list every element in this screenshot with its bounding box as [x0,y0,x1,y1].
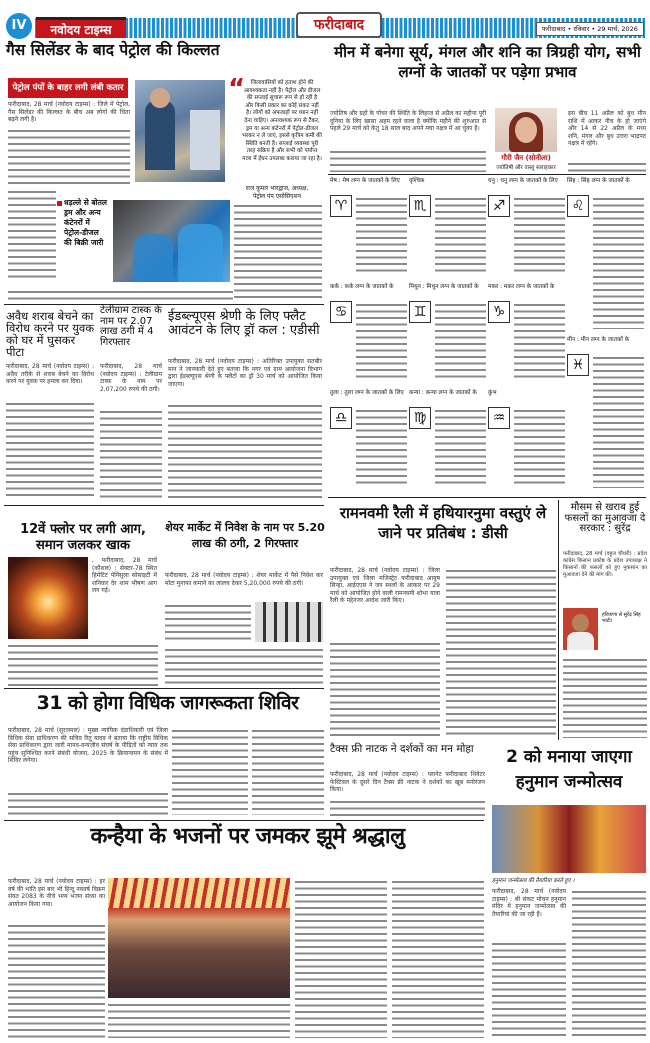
story-body-text [165,646,323,686]
horoscope-body-text [330,148,486,172]
sign-body-text [356,301,407,382]
bottles-photo [113,200,230,282]
zodiac-icon: ♎ [330,407,352,429]
story-intro: फरीदाबाद, 28 मार्च (सुरजमल) : मुख्य न्यायिक दंडाधिकारी एवं जिला विधिक सेवा प्राधिकरण की सचिव रितु यादव ने बताया कि राष्ट्रीय विधिक सेवा प्राधिकरण द्वारा जारी मानव-वन्यजीव संघर्ष के पीड़ितों को न्याय तक पहुंच सुनिश्चित करने संबंधी योजना, 2025 के क्रियान्वयन के संबंध में शिविर लगेगा। [8,727,168,764]
zodiac-icon: ♊ [409,301,431,323]
story-intro: फरीदाबाद, 28 मार्च (नवोदय टाइम्स) : जिला उपायुक्त एवं जिला मजिस्ट्रेट फरीदाबाद आयुष सिन्हा, आईएएस ने जन स्थलों के आकार पर 29 मार्च को आयोजित होने वाली रामनवमी शोभा यात्रा रैली के मद्देनजर आदेश जारी किए। [330,567,440,604]
zodiac-icon: ♌ [567,195,589,217]
story-intro: फरीदाबाद, 28 मार्च (नवोदय टाइम्स) : अतिरिक्त उपायुक्त सतबीर मान ने जानकारी देते हुए बताया कि नगर एवं ग्राम आयोजना विभाग द्वारा ईडब्ल्यूएस श्रेणी के फ्लैटों का ड्रॉ 30 मार्च को आयोजित किया जाएगा। [168,358,322,388]
sign-body-text [514,195,565,276]
masthead [0,0,650,40]
section-badge: फरीदाबाद [296,12,382,38]
sign-body-text [593,195,644,329]
story-body-text [8,642,158,687]
lead-intro: फरीदाबाद, 28 मार्च (नवोदय टाइम्स) : जिले में पेट्रोल, गैस सिलेंडर की किल्लत के बीच अब लोगों की चिंता बढ़ने लगी है। [8,101,130,123]
story-body-text [252,727,324,815]
sign-body-text [435,195,486,276]
sign-label: धनु : धनु लग्न के जातकों के लिए [488,178,558,184]
story-intro: फरीदाबाद, 28 मार्च (वहुल चौधरी) : प्रदेश कांग्रेस किसान प्रकोष्ठ के प्रदेश उपाध्यक्ष ने किसानों की फसलों को हुए नुकसान का मुआवजा देने की मांग की। [563,551,647,578]
horoscope-sign [567,337,644,492]
story-body-text [172,727,248,815]
story-headline: टेलीग्राम टास्क के नाम पर 2.07 लाख ठगी में 4 गिरफ्तार [100,305,162,348]
astrologer-title: ज्योतिषी और वास्तु सलाहकार [496,165,556,171]
story-body-text [8,922,105,1038]
horoscope-sign [330,178,407,280]
story-headline: 31 को होगा विधिक जागरूकता शिविर [36,692,299,714]
fire-photo [8,557,88,639]
lead-body-text [8,288,233,302]
story-intro: फरीदाबाद, 28 मार्च (नवोदय टाइम्स) : हर वर्ष की भांति इस बार भी हिन्दू नववर्ष विक्रम संवत 2083 के नीचे भव्य भजन संध्या का आयोजन किया गया। [8,878,105,908]
story-body-text [392,878,484,1038]
story-body-text [6,400,94,500]
sign-label: वृश्चिक [409,178,425,184]
story-headline: मौसम से खराब हुई फसलों का मुआवजा दे सरकार : सुरेंद्र [564,502,646,534]
story-body-text [492,940,566,1038]
story-body-text [108,1001,290,1038]
story-headline: अवैध शराब बेचने का विरोध करने पर युवक को घर में घुसकर पीटा [6,309,95,360]
story-headline: ईडब्ल्यूएस श्रेणी के लिए फ्लैट आवंटन के लिए ड्रॉ कल : एडीसी [168,309,320,338]
sign-body-text [356,407,407,488]
story-body-text [100,408,162,500]
horoscope-sign [409,390,486,492]
story-intro: फरीदाबाद, 28 मार्च (नवोदय टाइम्स) : अवैध तरीके से शराब बेचने का विरोध करने पर युवक पर हमला कर दिया। [6,363,94,385]
story-intro: फरीदाबाद, 28 मार्च (नवोदय टाइम्स) : टेलीग्राम टास्क के नाम पर 2,07,200 रुपये की ठगी। [100,363,162,393]
lead-body-text [234,202,322,300]
inset-title: धड़ल्ले से बोतल ड्रम और अन्य कंटेनरों में पेट्रोल-डीजल की बिक्री जारी [64,198,107,247]
petrol-pump-photo [135,80,225,182]
story-headline: टैक्स फ्री नाटक ने दर्शकों का मन मोहा [330,743,474,755]
horoscope-sign [330,390,407,492]
horoscope-signs [330,178,646,496]
story-body-text [330,640,440,738]
horoscope-intro-right: इस बीच 11 अप्रैल को बुध मीन राशि में आकर नीच के हो जाएंगे और 14 से 22 अप्रैल के मध्य शनि, मंगल और बुध उत्तरा भाद्रपद नक्षत्र में रहेंगे। [568,110,646,147]
edition-badge: IV [6,13,32,39]
sign-body-text [435,301,486,382]
horoscope-sign [488,390,565,492]
astrologer-photo [495,108,557,152]
zodiac-icon: ♏ [409,195,431,217]
sign-label: मकर : मकर लग्न के जातकों के [488,284,555,290]
zodiac-icon: ♐ [488,195,510,217]
astrologer-name: गौरी जैन (सोनीला) [501,154,551,162]
inset-marker [57,201,62,206]
story-intro: फरीदाबाद, 28 मार्च (नवोदय टाइम्स) : प्लानेट फरीदाबाद थियेटर फेस्टिवल के दूसरे दिन टैक्स फ्री नाटक ने दर्शकों का खूब मनोरंजन किया। [330,771,485,793]
quote-org: पेट्रोल पंप एसोसिएशन [253,193,301,200]
horoscope-sign [409,284,486,386]
horoscope-sign [330,284,407,386]
sign-label: कर्क : कर्क लग्न के जातकों के [330,284,394,290]
story-body-text [165,602,251,642]
zodiac-icon: ♒ [488,407,510,429]
photo-caption: हरियाणा से सुरेंद्र सिंह भाटी। [602,612,641,624]
sign-label: मेष : मेष लग्न के जातकों के लिए [330,178,400,184]
story-body-text [295,878,387,1038]
zodiac-icon: ♑ [488,301,510,323]
zodiac-icon: ♍ [409,407,431,429]
sign-body-text [356,195,407,276]
surendra-photo [563,608,598,650]
horoscope-sign [488,284,565,386]
story-intro: , फरीदाबाद, 28 मार्च (कौशल) : सेक्टर-78 स्थित हिमेटिट पेनिंसुला सोसाइटी में शनिवार देर शाम भीषण आग लग गई। [92,557,157,594]
story-body-text [330,798,485,816]
zodiac-icon: ♓ [567,354,589,376]
lead-headline: गैस सिलेंडर के बाद पेट्रोल की किल्लत [6,41,220,59]
story-body-text [446,567,556,738]
sign-label: मीन : मीन लग्न के जातकों के [567,337,630,343]
sign-body-text [514,301,565,382]
sign-label: सिंह : सिंह लग्न के जातकों के [567,178,630,184]
story-intro: फरीदाबाद, 28 मार्च (नवोदय टाइम्स) : श्री संकट मोचन हनुमान मंदिर में हनुमान जन्मोत्सव की तैयारियां की जा रही हैं। [492,888,566,918]
story-body-text [168,402,322,500]
horoscope-sign [488,178,565,280]
story-body-text [572,888,646,1038]
horoscope-headline: मीन में बनेगा सूर्य, मंगल और शनि का त्रिग्रही योग, सभी लग्नों के जातकों पर पड़ेगा प्रभाव [334,43,641,81]
sign-label: तुला : तुला लग्न के जातकों के लिए [330,390,404,396]
sign-body-text [593,354,644,488]
bhajan-crowd-photo [108,878,290,998]
paper-logo: नवोदय टाइम्स [36,17,126,38]
story-intro: फरीदाबाद, 28 मार्च (नवोदय टाइम्स) : शेयर मार्केट में पैसे निवेश कर मोटा मुनाफा कमाने का लालच देकर 5,20,000 रुपये की ठगी। [165,572,323,587]
quote-author: राज कुमार भारद्वाज, अध्यक्ष, [245,185,309,192]
lead-quote: जिलावासियों को हताश होने की आवश्यकता नहीं है। पेट्रोल और डीजल की सप्लाई सुचारू रूप से हो रही है और किसी प्रकार का कोई संकट नहीं है। लोगों को अफवाहों पर ध्यान नहीं देना चाहिए। अनावश्यक रूप से टैंकर, ड्रम या अन्य कंटेनरों में पेट्रोल-डीजल भरकर न ले जाएं, इससे कृत्रिम कमी की स्थिति बनती है। सप्लाई व्यवस्था पूरी तरह सक्रिय है और सभी को पर्याप्त मात्रा में ईंधन उपलब्ध कराया जा रहा है। [242,80,322,162]
lead-body-text [8,188,56,278]
horoscope-sign [409,178,486,280]
lead-body-text [8,127,130,185]
horoscope-body-text [568,160,646,172]
lead-subhead: पेट्रोल पंपों के बाहर लगी लंबी कतार [8,78,128,98]
story-headline: रामनवमी रैली में हथियारनुमा वस्तुएं ले जाने पर प्रतिबंध : डीसी [339,504,547,542]
story-body-text [8,790,168,816]
dateline: फरीदाबाद • रविवार • 29 मार्च, 2026 [536,22,644,36]
hanuman-photo [492,805,646,873]
story-headline: शेयर मार्केट में निवेश के नाम पर 5.20 लाख की ठगी, 2 गिरफ्तार [165,521,325,550]
story-body-text [563,656,647,738]
sign-label: कन्या : कन्या लग्न के जातकों के [409,390,477,396]
story-headline: 12वें फ्लोर पर लगी आग, समान जलकर खाक [20,522,146,553]
sign-body-text [514,407,565,488]
sign-body-text [435,407,486,488]
sign-label: मिथुन : मिथुन लग्न के जातकों के [409,284,479,290]
share-market-photo [255,602,323,642]
sign-label: कुंभ [488,390,497,396]
story-headline: कन्हैया के भजनों पर जमकर झूमे श्रद्धालु [90,824,405,849]
horoscope-intro: ज्योतिष और ग्रहों के गोचर की स्थिति के लिहाज से अप्रैल का महीना पूरी दुनिया के लिए खासा अहम रहने वाला है क्योंकि महीने की शुरुआत से पहले 29 मार्च को केतु 18 साल बाद अपने मघा नक्षत्र में आ चुका है। [330,110,486,132]
story-headline: 2 को मनाया जाएगा हनुमान जन्मोत्सव [506,747,632,792]
photo-caption: हनुमान जन्मोत्सव की तैयारियां करते हुए । [492,878,575,884]
horoscope-sign [567,178,644,333]
zodiac-icon: ♈ [330,195,352,217]
zodiac-icon: ♋ [330,301,352,323]
quote-icon: “ [228,74,246,104]
